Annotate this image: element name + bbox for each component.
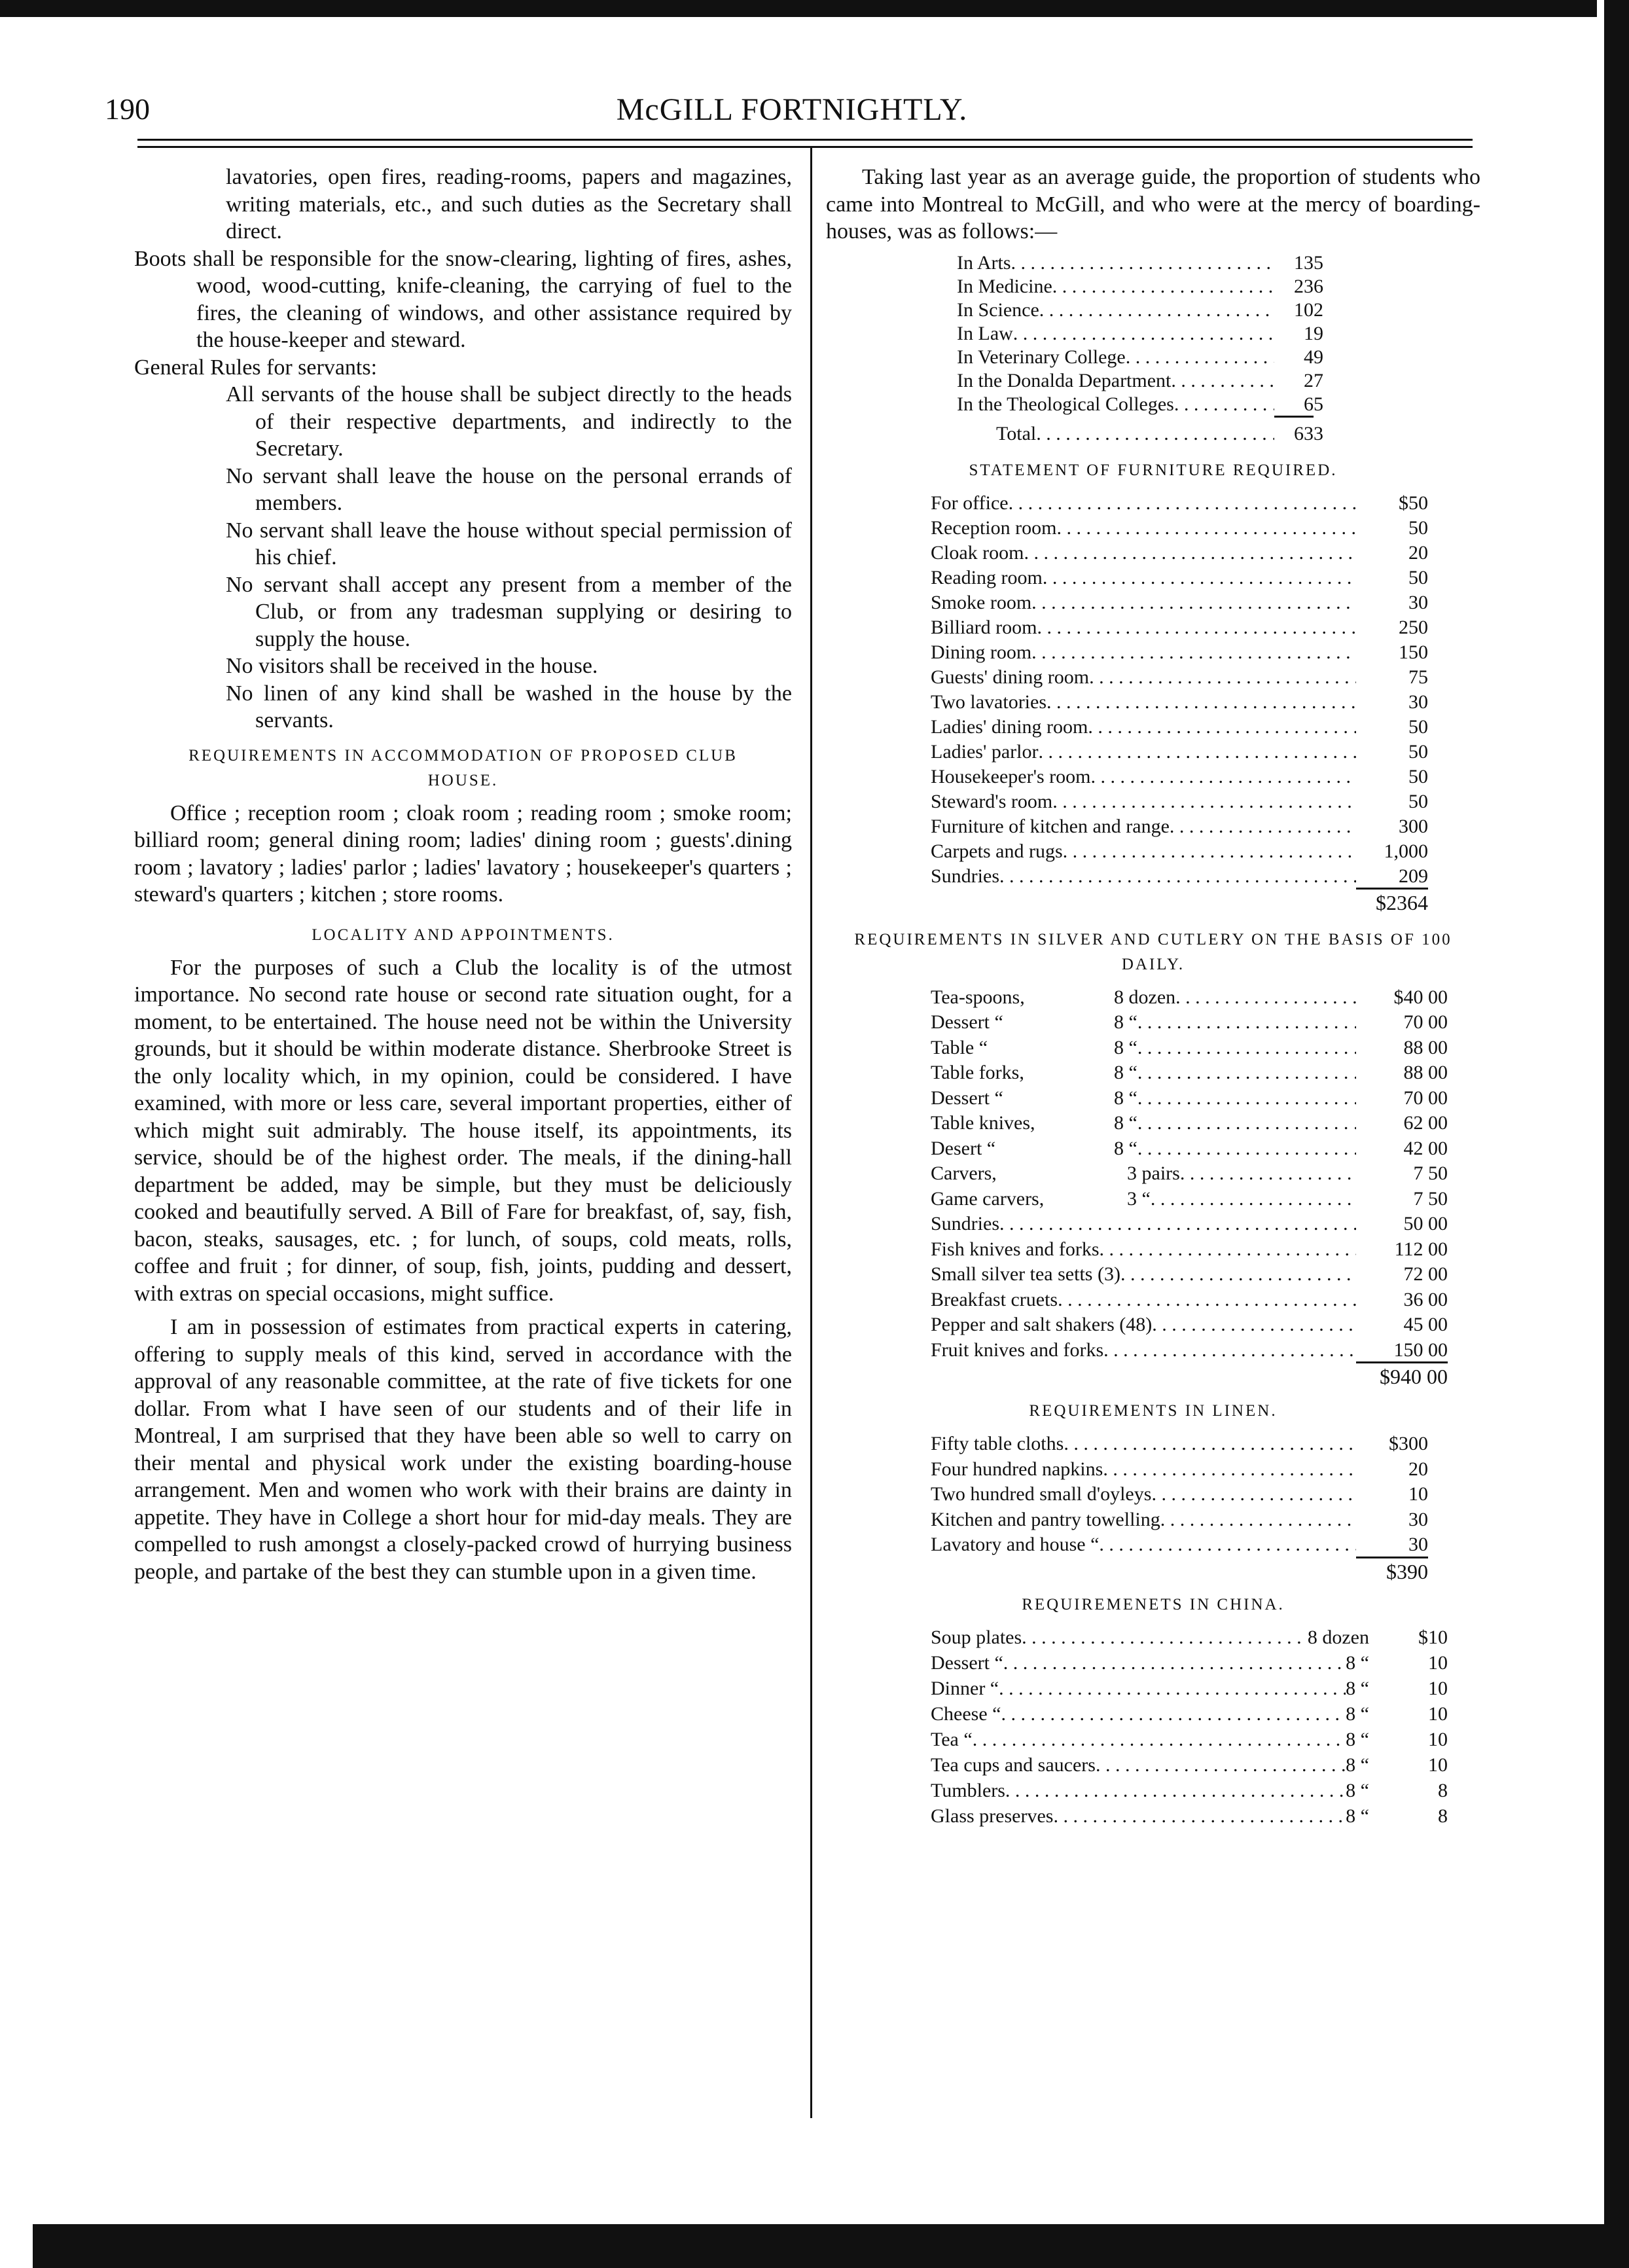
row-value: 10 [1428, 1677, 1448, 1699]
table-row [931, 1059, 1448, 1085]
row-value: 10 [1408, 1483, 1428, 1505]
table-row [931, 813, 1428, 838]
rule-item: No servant shall leave the house without special permission of his chief. [226, 518, 792, 569]
row-label: Two hundred small d'oyleys [931, 1483, 1152, 1505]
row-label: Cloak room [931, 541, 1024, 564]
paragraph: Taking last year as an average guide, the proportion of students who came into Montreal to McGill, and who were at the mercy of boarding-houses, was as follows:— [826, 165, 1480, 243]
table-row [931, 1701, 1448, 1726]
row-quantity: 8 “ [1114, 1036, 1137, 1058]
scan-border-bottom [33, 2224, 1629, 2268]
row-value: 50 [1408, 566, 1428, 588]
row-label: Fifty table cloths [931, 1433, 1064, 1454]
row-value: 209 [1399, 865, 1428, 887]
paragraph: General Rules for servants: [134, 355, 378, 380]
row-label: In Science [957, 298, 1039, 321]
scan-border-right [1604, 0, 1629, 2268]
table-row [931, 1337, 1448, 1362]
table-row [931, 689, 1428, 713]
row-label: Reception room [931, 516, 1057, 539]
row-label: Four hundred napkins [931, 1458, 1103, 1480]
table-row [931, 1009, 1448, 1034]
row-label: Tea-spoons, [931, 986, 1025, 1008]
row-label: Soup plates [931, 1626, 1022, 1648]
row-value: 72 00 [1403, 1263, 1448, 1285]
rule-item: No visitors shall be received in the house. [226, 654, 598, 678]
row-value: 8 [1438, 1779, 1448, 1801]
row-value: 150 [1399, 641, 1428, 663]
row-label: Dessert “ [931, 1011, 1003, 1033]
row-label: Kitchen and pantry towelling [931, 1508, 1160, 1530]
row-value: 102 [1294, 298, 1323, 321]
row-value: 300 [1399, 815, 1428, 837]
row-label: Lavatory and house “ [931, 1534, 1100, 1555]
row-value: 27 [1304, 369, 1323, 391]
row-quantity: 8 “ [1346, 1805, 1369, 1827]
row-value: 50 [1408, 765, 1428, 787]
row-label: In Law [957, 322, 1013, 344]
row-value: 88 00 [1403, 1062, 1448, 1083]
rule-item: No servant shall accept any present from a member of the Club, or from any tradesman supplying or desiring to supply the house. [226, 572, 792, 651]
table-row [931, 1109, 1448, 1135]
row-quantity: 8 “ [1114, 1062, 1137, 1083]
table-row [931, 564, 1428, 589]
row-value: $10 [1418, 1626, 1448, 1648]
row-label: Table knives, [931, 1112, 1035, 1134]
paragraph-text: Boots shall be responsible for the snow-clearing, lighting of fires, ashes, wood, wood-cutting, knife-cleaning, the carrying of fuel to the fires, the cleaning of windows, and other assistance required by the house-keeper and steward. [134, 246, 792, 352]
table-row [931, 539, 1428, 564]
row-label: Table “ [931, 1036, 988, 1058]
row-value: 8 [1438, 1805, 1448, 1827]
row-label: Fish knives and forks [931, 1238, 1100, 1260]
furniture-table [931, 490, 1428, 888]
table-row [931, 490, 1428, 514]
row-value: 42 00 [1403, 1137, 1448, 1159]
rule-item: No servant shall leave the house on the personal errands of members. [226, 463, 792, 515]
paragraph: I am in possession of estimates from practical experts in catering, offering to supply meals of this kind, served in accordance with the approval of any reasonable committee, at the rate of five tickets for one dollar. From what I have seen of our students and of their life in Montreal, I am surprised that they have been able so well to carry on their mental and physical work under the existing boarding-house arrangement. Men and women who work with their brains are dainty in appetite. They have in College a short hour for mid-day meals. They are compelled to rush amongst a closely-packed crowd of hurrying business people, and partake of the best they can stumble upon in a given time. [134, 1315, 792, 1584]
table-row [931, 838, 1428, 863]
table-row [957, 320, 1323, 344]
table-row [931, 1185, 1448, 1211]
row-value: 20 [1408, 541, 1428, 564]
table-row [931, 1261, 1448, 1286]
table-row [931, 984, 1448, 1009]
column-divider [810, 148, 812, 2118]
section-heading: REQUIREMENTS IN ACCOMMODATION OF PROPOSED CLUB HOUSE. [188, 746, 738, 789]
row-label: In Veterinary College [957, 346, 1126, 368]
table-row [931, 1675, 1448, 1701]
row-quantity: 8 dozen [1114, 986, 1176, 1008]
row-label: In the Theological Colleges [957, 393, 1174, 415]
row-quantity: 8 “ [1114, 1011, 1137, 1033]
row-value: 250 [1399, 616, 1428, 638]
table-row [931, 788, 1428, 813]
paragraph: For the purposes of such a Club the locality is of the utmost importance. No second rate house or second rate situation ought, for a moment, to be entertained. The house need not be within the University grounds, but it should be within moderate distance. Sherbrooke Street is the only locality which, in my opinion, could be considered. I have examined, with more or less care, several important properties, either of which might suit admirably. The house itself, its appointments, its service, should be of the highest order. The meals, if the dining-hall department be added, may be simple, but they must be deliciously cooked and beautifully served. A Bill of Fare for breakfast, of, say, fish, bacon, steaks, sausages, etc. ; for lunch, of soups, cold meats, rolls, coffee and fruit ; for dinner, of soup, fish, joints, pudding and dessert, with extras on special occasions, might suffice. [134, 955, 792, 1306]
row-quantity: 8 “ [1346, 1779, 1369, 1801]
row-value: 36 00 [1403, 1288, 1448, 1310]
row-value: 50 [1408, 715, 1428, 738]
table-row [957, 420, 1323, 444]
silver-table [931, 984, 1448, 1362]
table-row [931, 1624, 1448, 1649]
page-number: 190 [105, 92, 150, 126]
row-label: Dessert “ [931, 1087, 1003, 1109]
table-row [931, 863, 1428, 888]
section-heading: REQUIREMENTS IN SILVER AND CUTLERY ON THE BASIS OF 100 DAILY. [854, 930, 1452, 973]
row-value: 50 00 [1403, 1213, 1448, 1234]
row-value: $300 [1389, 1433, 1428, 1454]
row-value: 19 [1304, 322, 1323, 344]
row-label: Smoke room [931, 591, 1032, 613]
row-value: 50 [1408, 790, 1428, 812]
row-label: In Arts [957, 251, 1011, 274]
row-label: Cheese “ [931, 1702, 1001, 1725]
paragraph [134, 245, 792, 354]
table-row [931, 713, 1428, 738]
table-row [931, 1034, 1448, 1060]
row-value: 70 00 [1403, 1011, 1448, 1033]
table-row [931, 1085, 1448, 1110]
row-label: Two lavatories [931, 691, 1047, 713]
row-label: Desert “ [931, 1137, 996, 1159]
table-row [931, 1531, 1428, 1557]
row-value: 112 00 [1394, 1238, 1448, 1260]
row-label: Sundries [931, 1213, 999, 1234]
row-value: 10 [1428, 1651, 1448, 1674]
row-value: 65 [1304, 393, 1323, 415]
row-label: Table forks, [931, 1062, 1024, 1083]
table-row [957, 273, 1323, 297]
row-label: Carvers, [931, 1162, 997, 1184]
row-label: For office [931, 492, 1009, 514]
table-row [957, 391, 1323, 414]
row-value: 30 [1408, 1534, 1428, 1555]
rule-item: No linen of any kind shall be washed in the house by the servants. [226, 681, 792, 732]
table-row [931, 664, 1428, 689]
table-row [931, 1456, 1428, 1481]
row-quantity: 8 “ [1114, 1112, 1137, 1134]
row-value: 30 [1408, 691, 1428, 713]
row-label: Tumblers [931, 1779, 1005, 1801]
row-value: $50 [1399, 492, 1428, 514]
row-quantity: 8 “ [1346, 1754, 1369, 1776]
row-value: 50 [1408, 740, 1428, 763]
row-label: Guests' dining room [931, 666, 1090, 688]
rule-item: All servants of the house shall be subject directly to the heads of their respective departments, and indirectly to the Secretary. [226, 382, 792, 461]
linen-total: $390 [1386, 1559, 1428, 1583]
row-value: 88 00 [1403, 1036, 1448, 1058]
row-label: Pepper and salt shakers (48) [931, 1314, 1153, 1335]
scan-border-top [0, 0, 1597, 17]
row-value: 633 [1294, 422, 1323, 444]
row-label: Billiard room [931, 616, 1037, 638]
table-row [931, 763, 1428, 788]
row-label: Steward's room [931, 790, 1053, 812]
row-value: 20 [1408, 1458, 1428, 1480]
row-label: Sundries [931, 865, 999, 887]
row-value: 150 00 [1393, 1339, 1448, 1361]
row-quantity: 3 “ [1127, 1187, 1151, 1210]
row-label: Dining room [931, 641, 1032, 663]
table-row [957, 367, 1323, 391]
row-quantity: 8 “ [1114, 1087, 1137, 1109]
row-quantity: 8 “ [1346, 1728, 1369, 1750]
row-quantity: 8 “ [1346, 1677, 1369, 1699]
paragraph: lavatories, open fires, reading-rooms, papers and magazines, writing materials, etc., and such duties as the Secretary shall direct. [226, 165, 792, 243]
table-row [931, 1777, 1448, 1803]
row-quantity: 8 dozen [1307, 1626, 1369, 1648]
row-label: Tea cups and saucers [931, 1754, 1096, 1776]
row-quantity: 8 “ [1346, 1702, 1369, 1725]
row-quantity: 3 pairs [1127, 1162, 1180, 1184]
servant-rules-list [134, 381, 792, 734]
row-label: Ladies' dining room [931, 715, 1088, 738]
row-label: Reading room [931, 566, 1043, 588]
paragraph: Office ; reception room ; cloak room ; reading room ; smoke room; billiard room; general dining room; ladies' dining room ; guests'.dining room ; lavatory ; ladies' parlor ; ladies' lavatory ; housekeeper's quarters ; steward's quarters ; kitchen ; store rooms. [134, 801, 792, 907]
row-label: Housekeeper's room [931, 765, 1091, 787]
table-row [931, 1135, 1448, 1161]
table-row [931, 614, 1428, 639]
row-label: Dessert “ [931, 1651, 1003, 1674]
furniture-total: $2364 [1376, 890, 1428, 914]
row-value: 49 [1304, 346, 1323, 368]
row-value: 1,000 [1384, 840, 1428, 862]
row-label: Glass preserves [931, 1805, 1054, 1827]
row-label: Dinner “ [931, 1677, 999, 1699]
linen-table [931, 1430, 1428, 1557]
table-row [931, 1506, 1428, 1532]
row-value: 30 [1408, 591, 1428, 613]
row-quantity: 8 “ [1114, 1137, 1137, 1159]
row-value: 70 00 [1403, 1087, 1448, 1109]
row-label: Breakfast cruets [931, 1288, 1058, 1310]
silver-total: $940 00 [1380, 1365, 1448, 1388]
students-table [957, 249, 1323, 414]
row-label: Furniture of kitchen and range [931, 815, 1170, 837]
row-label: Total [996, 422, 1037, 444]
students-total [957, 420, 1323, 444]
table-row [931, 1726, 1448, 1752]
table-row [931, 1160, 1448, 1185]
row-value: 10 [1428, 1702, 1448, 1725]
left-column [134, 164, 792, 1585]
table-row [957, 297, 1323, 320]
section-heading: REQUIREMENTS IN LINEN. [1029, 1402, 1278, 1420]
row-label: In Medicine [957, 275, 1052, 297]
row-label: Ladies' parlor [931, 740, 1039, 763]
table-row [931, 1481, 1428, 1506]
row-label: Tea “ [931, 1728, 973, 1750]
row-value: 50 [1408, 516, 1428, 539]
table-row [931, 1311, 1448, 1337]
page-header [105, 92, 1479, 137]
table-row [931, 1752, 1448, 1777]
table-row [931, 1210, 1448, 1236]
table-row [931, 589, 1428, 614]
table-row [931, 1649, 1448, 1675]
row-value: $40 00 [1393, 986, 1448, 1008]
row-value: 7 50 [1413, 1162, 1448, 1184]
table-row [957, 249, 1323, 273]
section-heading: REQUIREMENETS IN CHINA. [1022, 1595, 1285, 1613]
header-rule [137, 139, 1473, 148]
table-row [931, 1286, 1448, 1312]
row-label: In the Donalda Department [957, 369, 1172, 391]
section-heading: STATEMENT OF FURNITURE REQUIRED. [969, 461, 1338, 479]
row-value: 236 [1294, 275, 1323, 297]
running-title: McGILL FORTNIGHTLY. [616, 92, 968, 127]
table-row [931, 1803, 1448, 1828]
table-row [931, 514, 1428, 539]
table-row [957, 344, 1323, 367]
table-row [931, 639, 1428, 664]
row-label: Small silver tea setts (3) [931, 1263, 1120, 1285]
right-column [826, 164, 1480, 1828]
row-value: 10 [1428, 1728, 1448, 1750]
row-label: Fruit knives and forks [931, 1339, 1104, 1361]
row-value: 30 [1408, 1508, 1428, 1530]
table-row [931, 1236, 1448, 1261]
row-label: Game carvers, [931, 1187, 1045, 1210]
row-value: 75 [1408, 666, 1428, 688]
table-row [931, 738, 1428, 763]
china-table [931, 1624, 1448, 1828]
row-value: 10 [1428, 1754, 1448, 1776]
row-quantity: 8 “ [1346, 1651, 1369, 1674]
row-value: 135 [1294, 251, 1323, 274]
row-value: 7 50 [1413, 1187, 1448, 1210]
row-value: 62 00 [1403, 1112, 1448, 1134]
row-value: 45 00 [1403, 1314, 1448, 1335]
row-label: Carpets and rugs [931, 840, 1063, 862]
section-heading: LOCALITY AND APPOINTMENTS. [312, 926, 615, 944]
table-row [931, 1430, 1428, 1456]
